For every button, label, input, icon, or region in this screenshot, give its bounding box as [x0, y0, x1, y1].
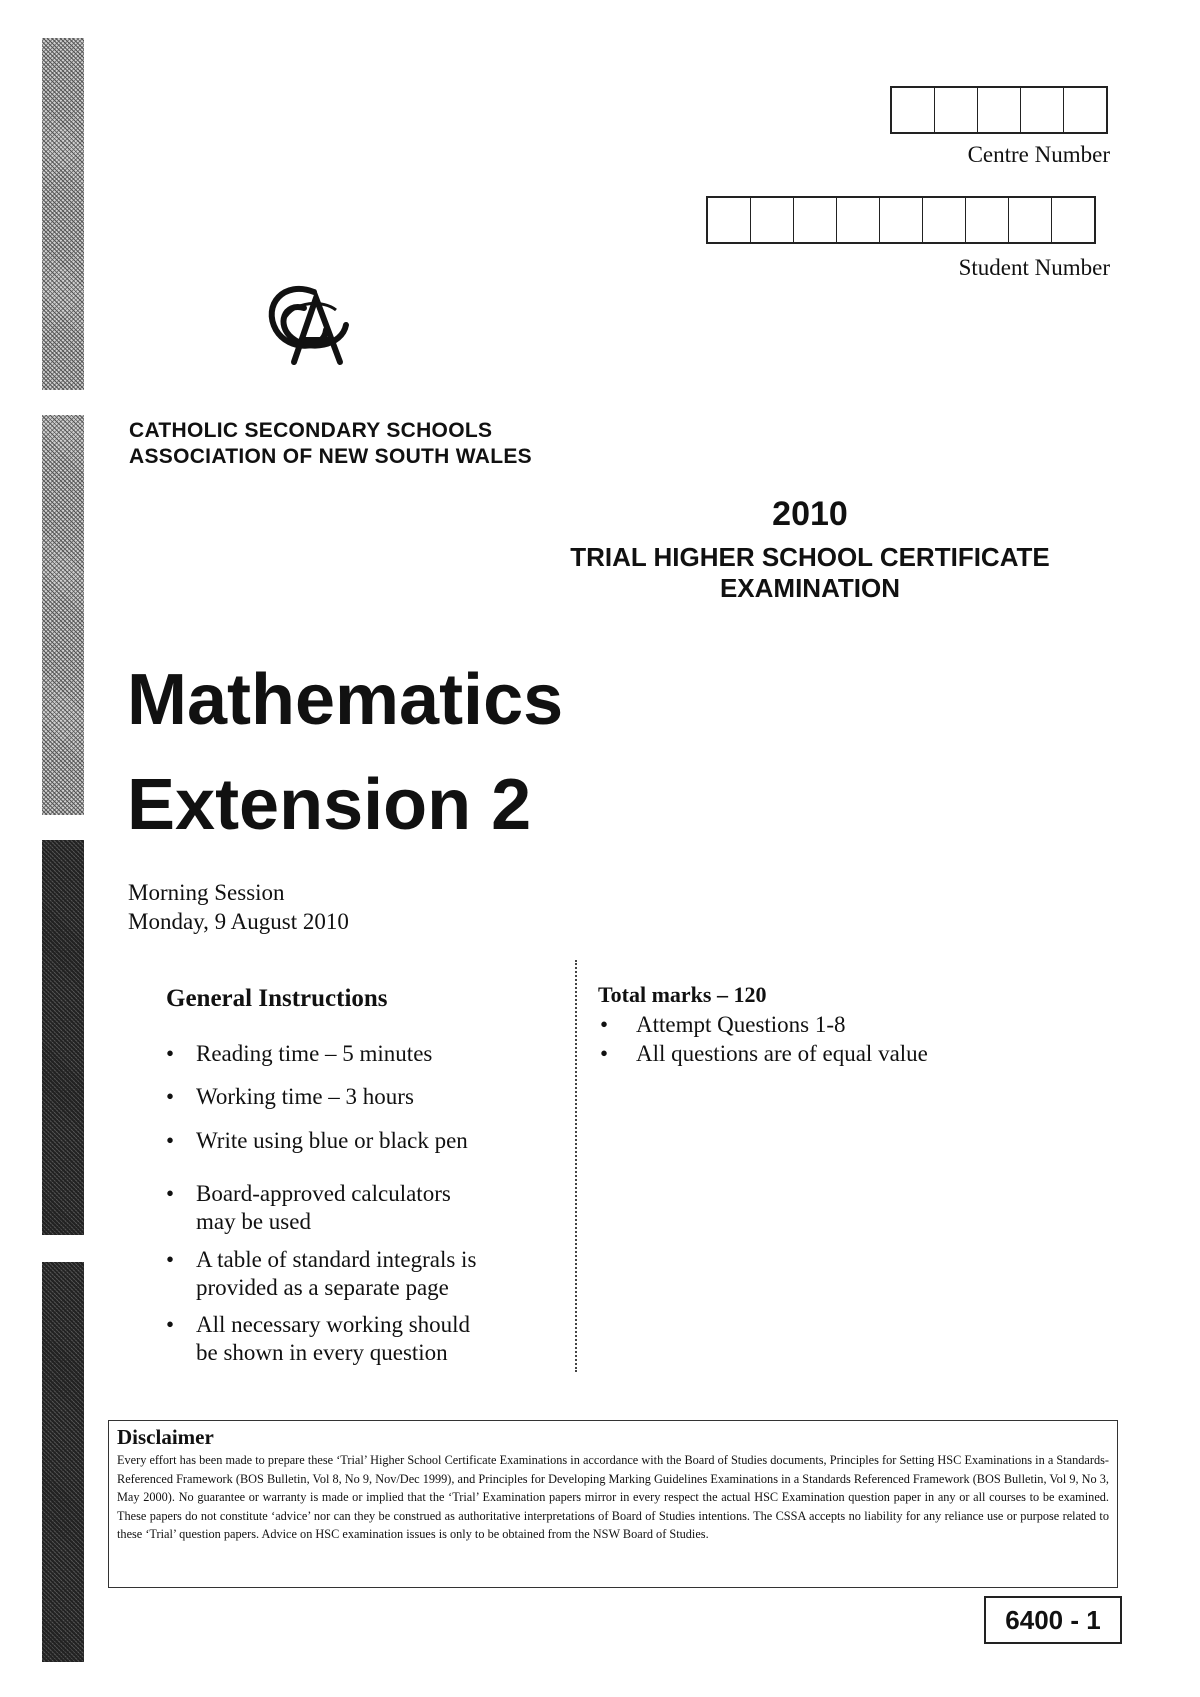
subject-title: Mathematics — [127, 660, 564, 740]
scan-edge-mark — [42, 1262, 84, 1662]
centre-number-boxes[interactable] — [890, 86, 1108, 134]
student-number-boxes[interactable] — [706, 196, 1096, 244]
total-marks-item: • Attempt Questions 1-8 — [598, 1010, 928, 1039]
centre-number-label: Centre Number — [967, 142, 1110, 167]
disclaimer-box — [108, 1420, 1118, 1588]
session-date: Monday, 9 August 2010 — [128, 909, 349, 934]
instruction-item: • A table of standard integrals is provided as a separate page — [166, 1246, 496, 1302]
exam-title-line-1: TRIAL HIGHER SCHOOL CERTIFICATE — [570, 542, 1050, 572]
cssa-logo — [254, 280, 364, 370]
exam-year: 2010 — [772, 495, 848, 533]
organisation-line-1: CATHOLIC SECONDARY SCHOOLS — [129, 419, 493, 442]
exam-title-line-2: EXAMINATION — [719, 573, 901, 603]
instruction-item: • Reading time – 5 minutes — [166, 1040, 496, 1068]
subject-subtitle: Extension 2 — [127, 765, 532, 845]
disclaimer-text: Every effort has been made to prepare these ‘Trial’ Higher School Certificate Examinations in accordance with the Board of Studies documents, Principles for Setting HSC Examinations in a Standards-Referenced Framework (BOS Bulletin, Vol 8, No 9, Nov/Dec 1999), and Principles for Developing Marking Guidelines Examinations in a Standards Referenced Framework (BOS Bulletin, Vol 9, No 3, May 2000). No guarantee or warranty is made or implied that the ‘Trial’ Examination papers mirror in every respect the actual HSC Examination question paper in any or all courses to be examined. These papers do not constitute ‘advice’ nor can they be construed as authoritative interpretations of Board of Studies intentions. The CSSA accepts no liability for any reliance use or purpose related to these ‘Trial’ question papers. Advice on HSC examination issues is only to be obtained from the NSW Board of Studies. — [117, 1453, 1109, 1542]
organisation-name — [129, 418, 532, 470]
total-marks-title: Total marks – 120 — [598, 982, 767, 1007]
instruction-item: • Board-approved calculators may be used — [166, 1180, 466, 1236]
total-marks-item: • All questions are of equal value — [598, 1039, 928, 1068]
student-number-label: Student Number — [958, 255, 1110, 280]
scan-edge-mark — [42, 38, 84, 390]
total-marks-list — [598, 1010, 928, 1068]
instruction-item: • All necessary working should be shown in every question — [166, 1311, 486, 1367]
session-name: Morning Session — [128, 880, 285, 905]
column-divider — [575, 960, 577, 1372]
scan-edge-mark — [42, 415, 84, 815]
paper-code: 6400 - 1 — [984, 1596, 1122, 1644]
instruction-item: • Working time – 3 hours — [166, 1083, 496, 1111]
scan-edge-mark — [42, 840, 84, 1235]
organisation-line-2: ASSOCIATION OF NEW SOUTH WALES — [129, 445, 532, 468]
session-info — [128, 878, 349, 936]
general-instructions-title: General Instructions — [166, 985, 388, 1012]
instruction-item: • Write using blue or black pen — [166, 1127, 516, 1155]
disclaimer-title: Disclaimer — [117, 1425, 214, 1449]
